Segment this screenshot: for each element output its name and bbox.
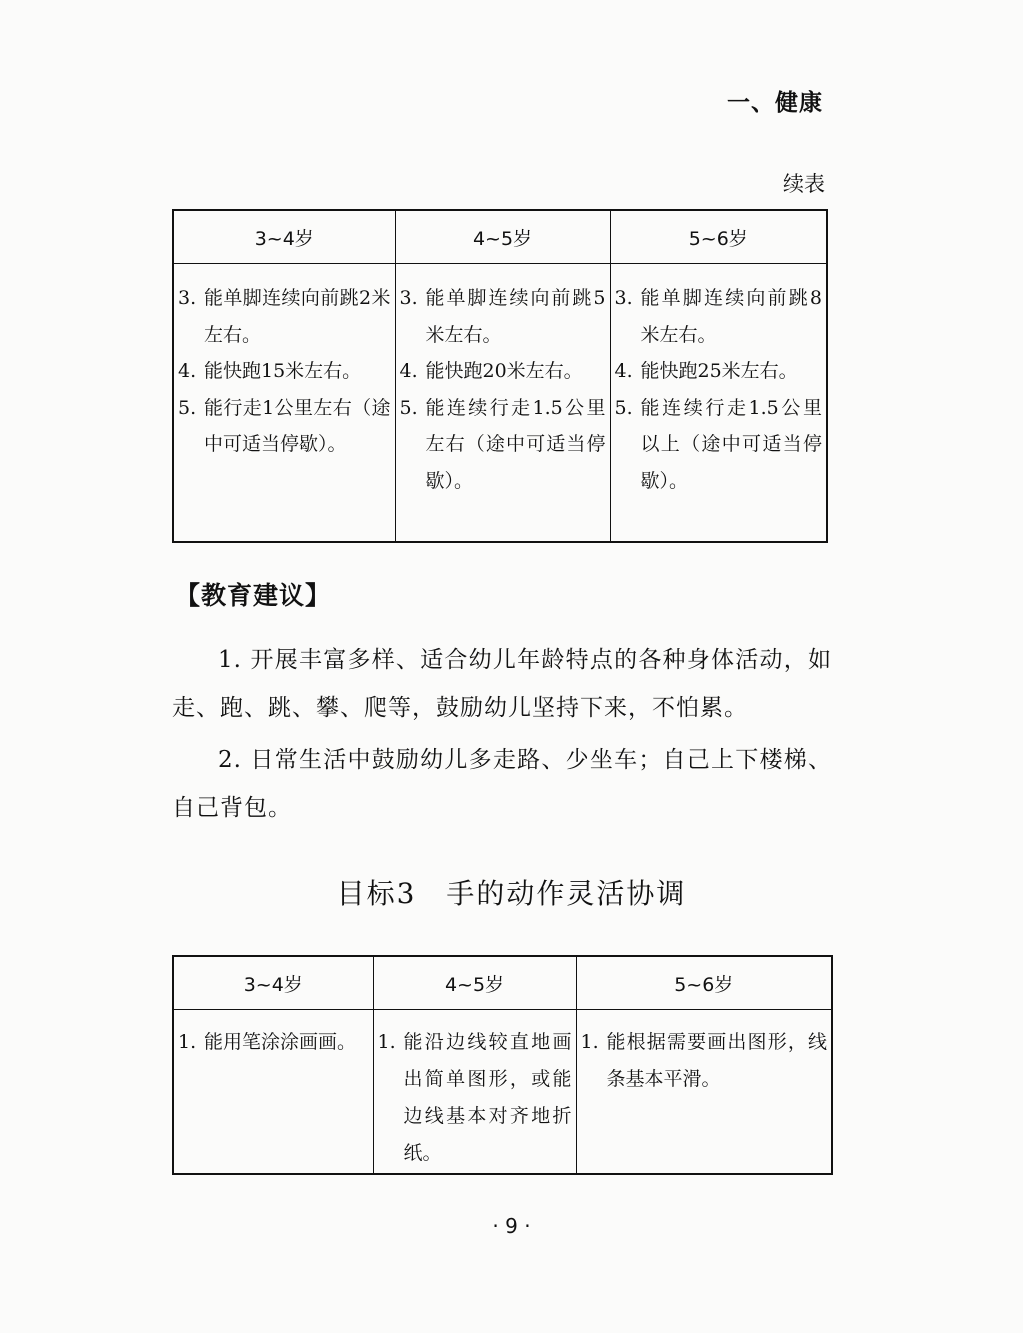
item-number: 3.: [614, 287, 633, 309]
table-row: [173, 1010, 832, 1175]
goal-title: [0, 872, 1023, 912]
list-item: [178, 280, 391, 353]
list-item: [178, 353, 391, 390]
item-number: 5.: [178, 396, 197, 419]
item-text: 能行走1公里左右（途中可适当停歇）。: [204, 396, 391, 455]
table-cell-3-4: [173, 264, 395, 543]
table-cell-4-5: [395, 264, 610, 543]
list-item: [378, 1024, 572, 1172]
list-item: [615, 390, 823, 500]
table-header-row: [173, 956, 832, 1010]
column-header: 3~4岁: [173, 956, 373, 1010]
table-cell-5-6: [610, 264, 827, 543]
list-item: [400, 353, 606, 390]
table-header-row: [173, 210, 827, 264]
item-number: 1.: [178, 1031, 197, 1053]
list-item: [400, 390, 606, 500]
list-item: [615, 353, 823, 390]
item-number: 3.: [178, 287, 197, 309]
item-text: 能快跑25米左右。: [640, 360, 798, 382]
item-text: 能快跑15米左右。: [204, 360, 362, 382]
item-text: 能单脚连续向前跳8米左右。: [640, 287, 822, 346]
goal-label: 目标3: [336, 877, 417, 910]
education-suggestions-heading: 【教育建议】: [175, 581, 332, 610]
column-header: 5~6岁: [576, 956, 832, 1010]
item-number: 4.: [614, 360, 633, 382]
item-text: 能单脚连续向前跳5米左右。: [425, 287, 606, 346]
table-cell-4-5: [373, 1010, 576, 1175]
item-number: 5.: [399, 396, 418, 419]
section-title: 一、健康: [727, 90, 823, 116]
item-number: 1.: [377, 1031, 396, 1053]
goal-text: 手的动作灵活协调: [446, 877, 687, 910]
list-item: [615, 280, 823, 353]
item-text: 能沿边线较直地画出简单图形，或能边线基本对齐地折纸。: [403, 1031, 572, 1164]
item-text: 能根据需要画出图形，线条基本平滑。: [606, 1031, 827, 1090]
list-item: [581, 1024, 828, 1098]
column-header: 3~4岁: [173, 210, 395, 264]
item-text: 能连续行走1.5公里左右（途中可适当停歇）。: [425, 396, 606, 492]
item-number: 1.: [580, 1031, 599, 1053]
item-text: 能连续行走1.5公里以上（途中可适当停歇）。: [640, 396, 822, 492]
suggestion-paragraph-1: 1. 开展丰富多样、适合幼儿年龄特点的各种身体活动，如走、跑、跳、攀、爬等，鼓励幼儿坚持下来，不怕累。: [172, 647, 832, 721]
table-row: [173, 264, 827, 543]
list-item: [178, 1024, 369, 1061]
list-item: [178, 390, 391, 463]
table-cell-5-6: [576, 1010, 832, 1175]
table-cell-3-4: [173, 1010, 373, 1175]
hand-coordination-table: [172, 955, 833, 1175]
item-text: 能单脚连续向前跳2米左右。: [204, 287, 391, 346]
development-table-continued: [172, 209, 828, 543]
column-header: 4~5岁: [395, 210, 610, 264]
column-header: 4~5岁: [373, 956, 576, 1010]
item-number: 3.: [399, 287, 418, 309]
suggestion-paragraph-2: 2. 日常生活中鼓励幼儿多走路、少坐车；自己上下楼梯、自己背包。: [172, 747, 832, 821]
item-number: 4.: [399, 360, 418, 382]
column-header: 5~6岁: [610, 210, 827, 264]
continued-label: 续表: [783, 172, 825, 196]
page-number: · 9 ·: [492, 1214, 531, 1238]
item-text: 能用笔涂涂画画。: [204, 1031, 357, 1053]
item-text: 能快跑20米左右。: [425, 360, 583, 382]
list-item: [400, 280, 606, 353]
item-number: 5.: [614, 396, 633, 419]
item-number: 4.: [178, 360, 197, 382]
